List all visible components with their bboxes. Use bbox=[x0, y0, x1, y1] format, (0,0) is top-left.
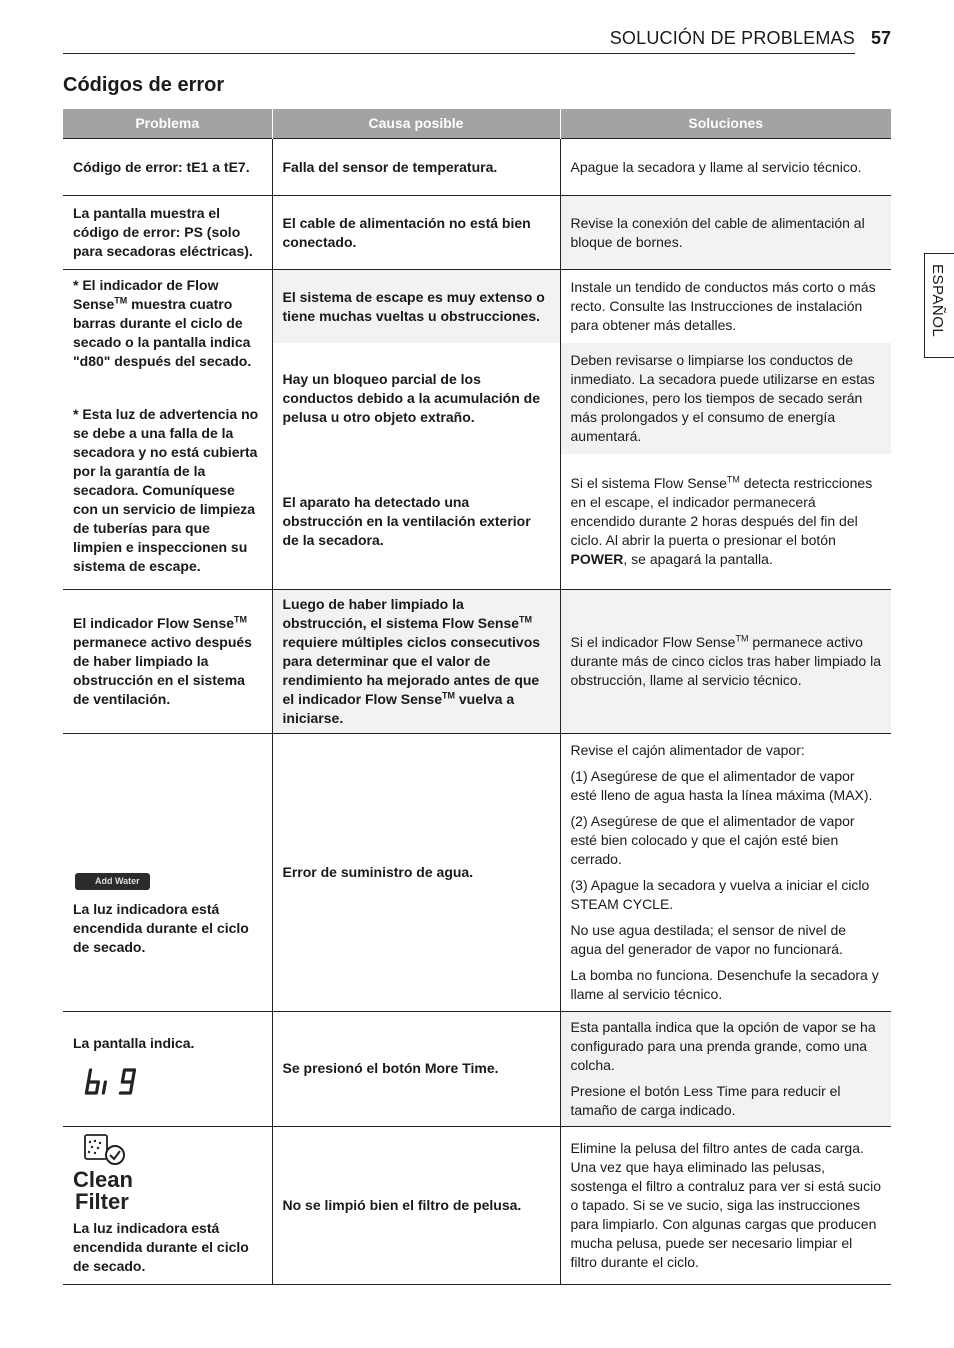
problem-cell: La pantalla muestra el código de error: PS (solo para secadoras eléctricas). bbox=[63, 196, 272, 270]
problem-text: La pantalla indica. bbox=[73, 1034, 195, 1051]
solution-paragraph: Presione el botón Less Time para reducir el tamaño de carga indicado. bbox=[570, 1082, 841, 1118]
filter-label: Filter bbox=[75, 1188, 129, 1214]
segment-display-text: bi 9 bbox=[83, 1095, 85, 1097]
cause-cell: No se limpió bien el filtro de pelusa. bbox=[272, 1126, 560, 1284]
solution-cell bbox=[560, 733, 891, 1011]
table-row bbox=[63, 139, 891, 196]
clean-label: Clean bbox=[73, 1166, 133, 1192]
language-tab bbox=[924, 253, 954, 358]
cause-cell: El cable de alimentación no está bien conectado. bbox=[272, 196, 560, 270]
header-cause: Causa posible bbox=[272, 109, 560, 139]
problem-cell bbox=[63, 1011, 272, 1126]
problem-cell: Código de error: tE1 a tE7. bbox=[63, 139, 272, 196]
solution-paragraph: Revise el cajón alimentador de vapor: bbox=[570, 741, 805, 758]
cause-cell: Falla del sensor de temperatura. bbox=[272, 139, 560, 196]
solution-paragraph: No use agua destilada; el sensor de nivel de agua del generador de vapor no funcionará. bbox=[570, 921, 847, 957]
problem-text: La luz indicadora está encendida durante el ciclo de secado. bbox=[73, 900, 249, 955]
table-header-row bbox=[63, 109, 891, 139]
section-title: Códigos de error bbox=[63, 74, 225, 96]
solution-paragraph: (1) Asegúrese de que el alimentador de vapor esté lleno de agua hasta la línea máxima (MAX). bbox=[570, 767, 873, 803]
page-header bbox=[63, 24, 891, 52]
problem-text: La luz indicadora está encendida durante el ciclo de secado. bbox=[73, 1219, 249, 1274]
segment-display-icon bbox=[83, 1067, 141, 1097]
table-row bbox=[63, 589, 891, 733]
solution-paragraph: (2) Asegúrese de que el alimentador de vapor esté bien colocado y que el cajón esté bien cerrado. bbox=[570, 812, 855, 867]
language-tab-label: ESPAÑOL bbox=[929, 264, 946, 338]
header-problem: Problema bbox=[63, 109, 272, 139]
warranty-note: * Esta luz de advertencia no se debe a una falla de la secadora y no está cubierta por la garantía de la secadora. Comuníquese con un servicio de limpieza de tuberías para que limpien e inspeccionen su sistema de escape. bbox=[73, 406, 259, 574]
solution-cell: Instale un tendido de conductos más corto o más recto. Consulte las Instrucciones de instalación para obtener más detalles. bbox=[560, 270, 891, 344]
cause-cell: Hay un bloqueo parcial de los conductos debido a la acumulación de pelusa u otro objeto extraño. bbox=[272, 343, 560, 454]
solution-cell: Deben revisarse o limpiarse los conductos de inmediato. La secadora puede utilizarse en estas condiciones, pero los tiempos de secado serán más prolongados y el consumo de energía aumentará. bbox=[560, 343, 891, 454]
solution-cell: Revise la conexión del cable de alimentación al bloque de bornes. bbox=[560, 196, 891, 270]
cause-cell: Error de suministro de agua. bbox=[272, 733, 560, 1011]
header-title: SOLUCIÓN DE PROBLEMAS bbox=[609, 27, 855, 48]
problem-flow-sense-text: * El indicador de Flow Sense™ muestra cuatro barras durante el ciclo de secado o la pantalla indica "d80" después del secado. bbox=[73, 277, 252, 369]
table-row bbox=[63, 733, 891, 1011]
header-solutions: Soluciones bbox=[560, 109, 891, 139]
solution-cell: Si el sistema Flow Sense™ detecta restricciones en el escape, el indicador permanecerá encendido durante 2 horas después del fin del ciclo. Al abrir la puerta o presionar el botón POWER, se apagará la pantalla. bbox=[560, 454, 891, 589]
table-row bbox=[63, 1011, 891, 1126]
solution-cell: Elimine la pelusa del filtro antes de cada carga. Una vez que haya eliminado las pelusas, sostenga el filtro a contraluz para ver si está sucio o tapado. Si se ve sucio, siga las instrucciones para limpiarlo. Con algunas cargas que producen mucha pelusa, puede ser necesario limpiar el filtro durante el ciclo. bbox=[560, 1126, 891, 1284]
solution-cell: Apague la secadora y llame al servicio técnico. bbox=[560, 139, 891, 196]
clean-filter-icon bbox=[73, 1133, 133, 1215]
solution-paragraph: (3) Apague la secadora y vuelva a iniciar el ciclo STEAM CYCLE. bbox=[570, 876, 870, 912]
solution-cell: Si el indicador Flow Sense™ permanece activo durante más de cinco ciclos tras haber limpiado la obstrucción, llame al servicio técnico. bbox=[560, 589, 891, 733]
header-rule bbox=[63, 53, 855, 54]
add-water-indicator: Add Water bbox=[75, 873, 150, 890]
solution-cell bbox=[560, 1011, 891, 1126]
page-number: 57 bbox=[870, 27, 891, 48]
cause-cell: El aparato ha detectado una obstrucción en la ventilación exterior de la secadora. bbox=[272, 454, 560, 589]
table-row bbox=[63, 196, 891, 270]
table-row bbox=[63, 1126, 891, 1284]
cause-cell: Luego de haber limpiado la obstrucción, el sistema Flow Sense™ requiere múltiples ciclos consecutivos para determinar que el valor de rendimiento ha mejorado antes de que el indicador Flow Sense™ vuelva a iniciarse. bbox=[272, 589, 560, 733]
solution-paragraph: Esta pantalla indica que la opción de vapor se ha configurado para una prenda grande, como una colcha. bbox=[570, 1018, 876, 1073]
problem-cell bbox=[63, 1126, 272, 1284]
problem-cell bbox=[63, 733, 272, 1011]
table-row bbox=[63, 270, 891, 344]
error-codes-table bbox=[63, 109, 891, 1285]
problem-cell: El indicador Flow Sense™ permanece activo después de haber limpiado la obstrucción en el sistema de ventilación. bbox=[63, 589, 272, 733]
cause-cell: El sistema de escape es muy extenso o tiene muchas vueltas u obstrucciones. bbox=[272, 270, 560, 344]
cause-cell: Se presionó el botón More Time. bbox=[272, 1011, 560, 1126]
solution-paragraph: La bomba no funciona. Desenchufe la secadora y llame al servicio técnico. bbox=[570, 966, 879, 1002]
problem-cell bbox=[63, 270, 272, 590]
